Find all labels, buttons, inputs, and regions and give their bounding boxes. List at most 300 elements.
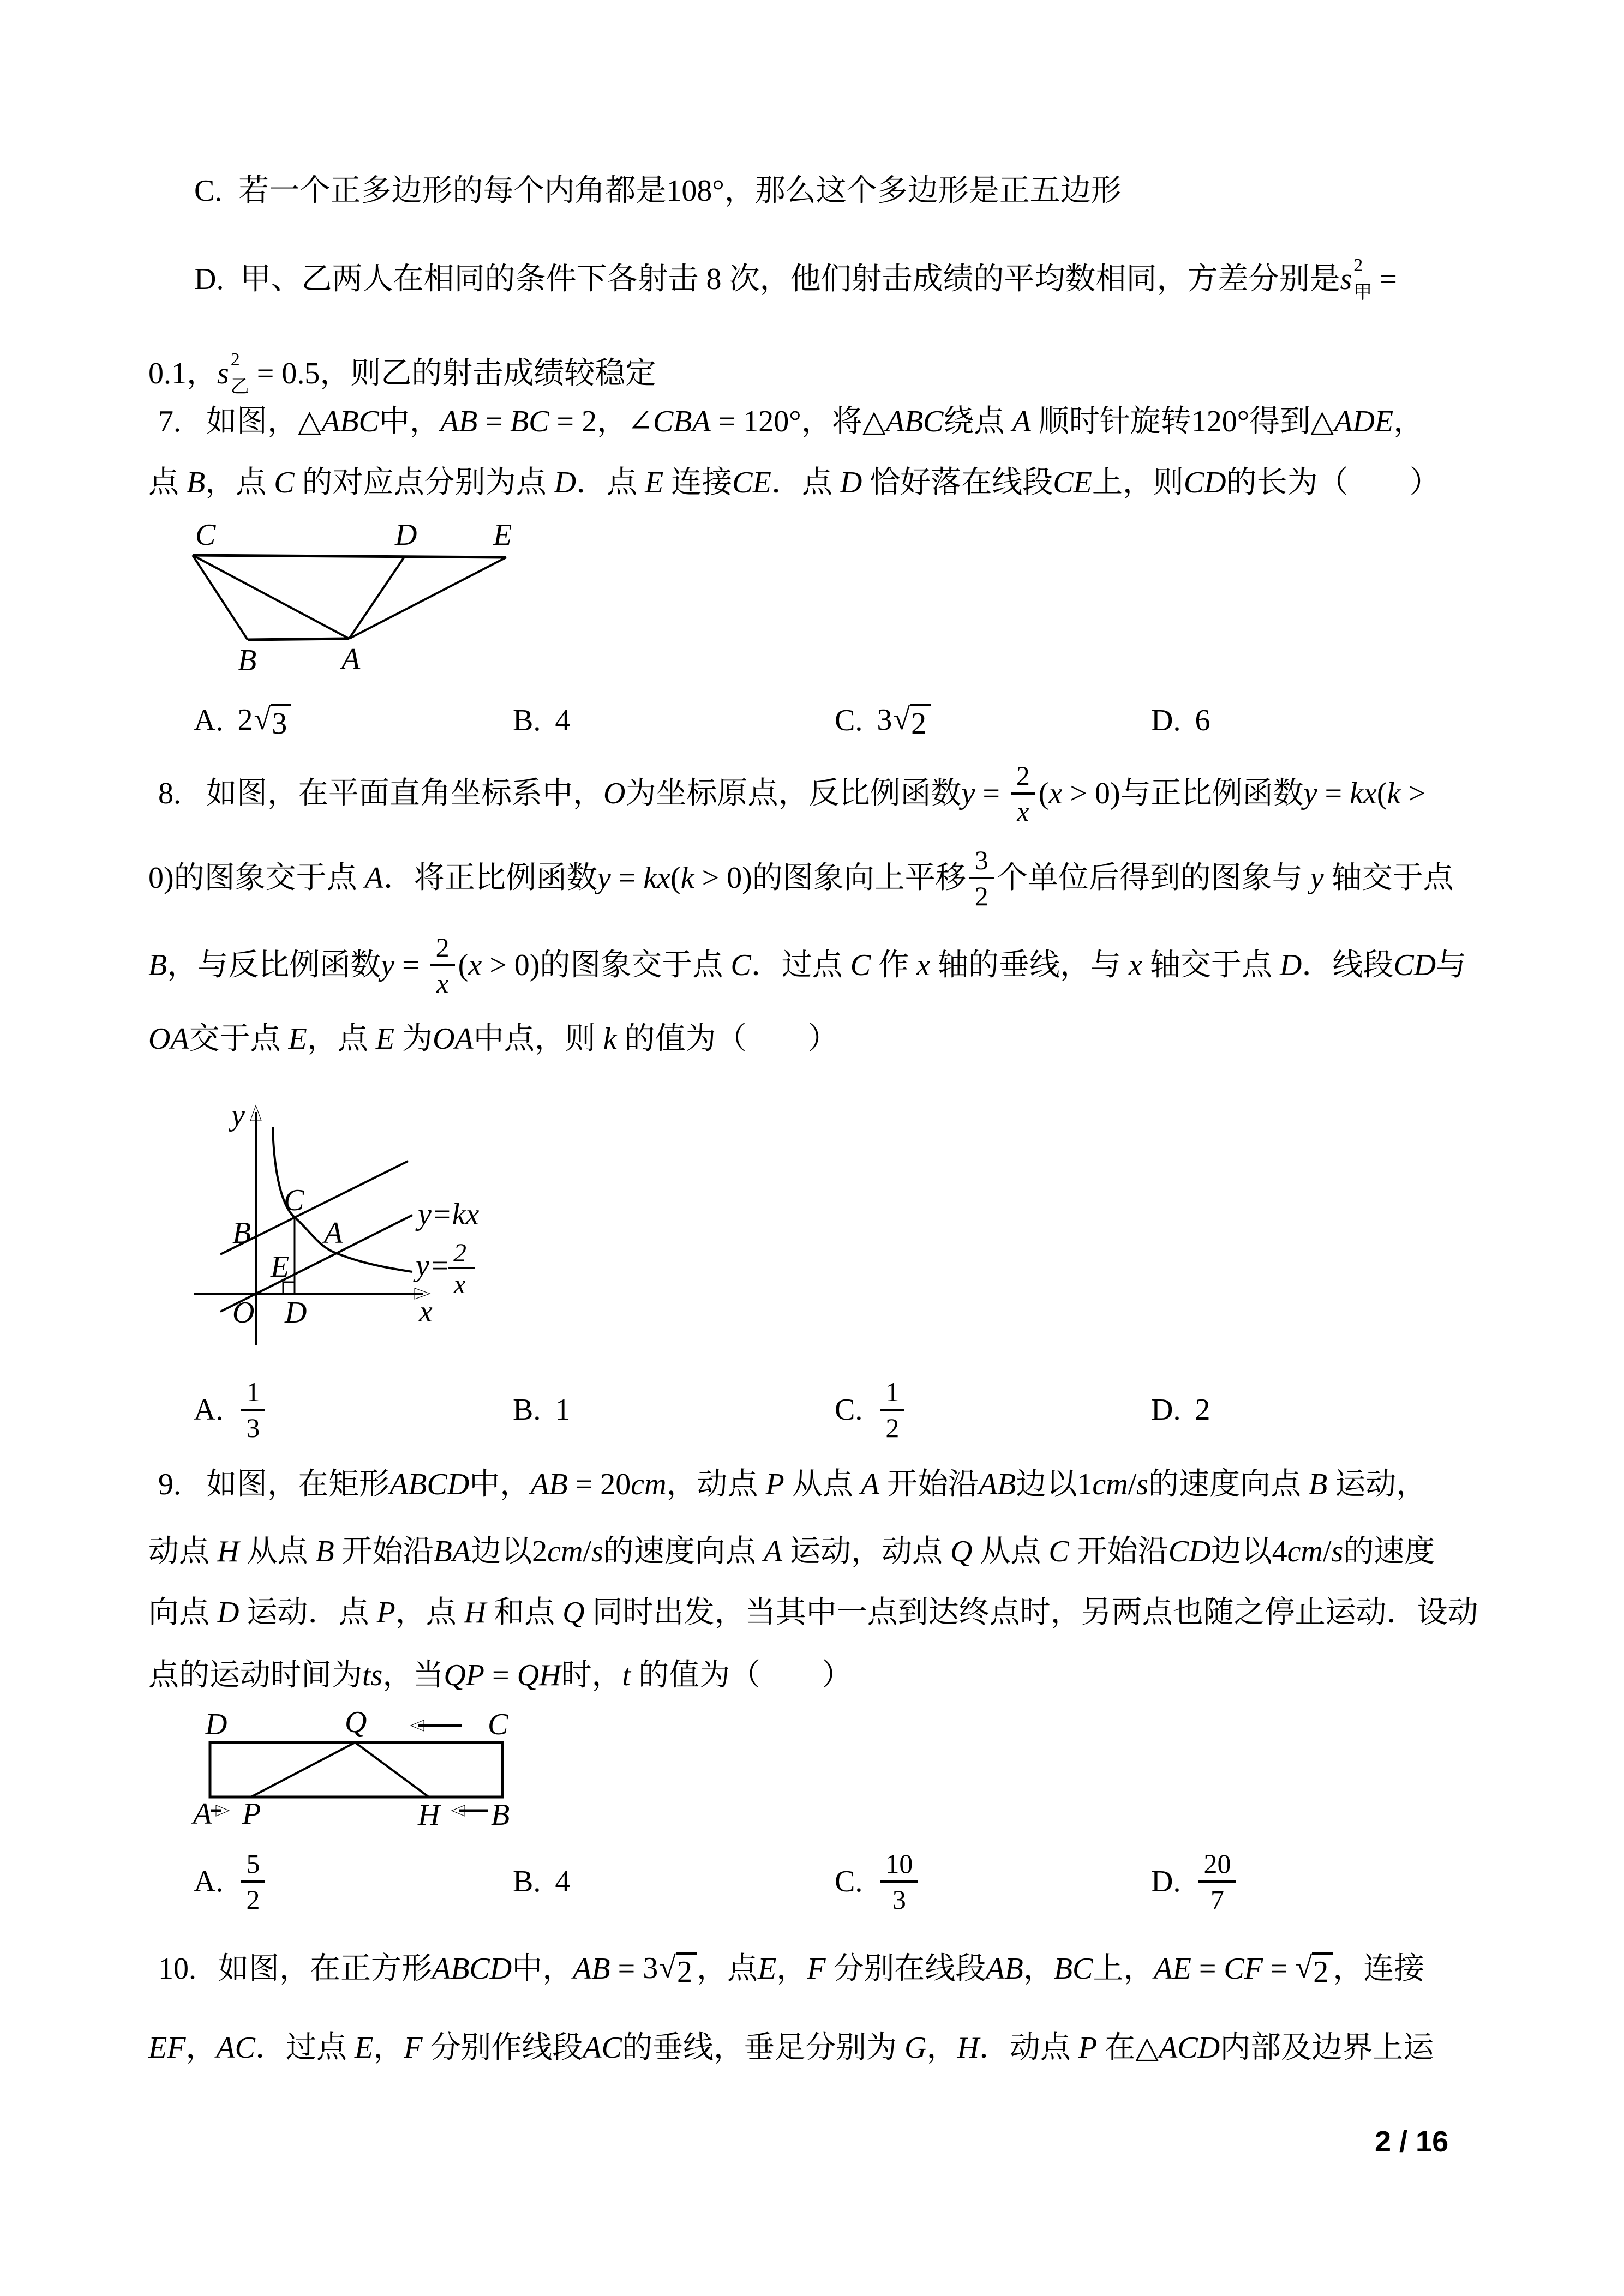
text-run: 2 [974, 881, 988, 911]
text-run: 0.1 [148, 356, 187, 390]
text-run: B [187, 465, 206, 500]
text-run: 开始沿 [879, 1467, 979, 1501]
text-run: 4 [1272, 1534, 1287, 1568]
option-c-line [194, 173, 1122, 208]
text-run: B. [513, 1864, 541, 1898]
q9-text-line-4 [148, 1657, 852, 1693]
text-run: D. [1151, 703, 1181, 737]
text-run: CF [1224, 1951, 1263, 1986]
option-d-continuation-line [148, 338, 656, 409]
text-run: 甲、乙两人在相同的条件下各射击 [240, 262, 706, 296]
text-run: 的速度 [1343, 1534, 1435, 1568]
text-run: y [381, 948, 395, 982]
text-run: Q [950, 1534, 973, 1568]
text-run: y [1310, 861, 1324, 895]
text-run: ，点 [205, 465, 274, 500]
text-run: 2 [1312, 1952, 1333, 1988]
q7-option-c [835, 702, 931, 741]
q8-text-line-3 [148, 930, 1466, 1001]
text-run: F [807, 1951, 826, 1986]
fraction [430, 932, 455, 999]
text-run: 2 [246, 1884, 260, 1915]
text-run: P [376, 1595, 395, 1630]
text-run: C. [835, 703, 863, 737]
q9-option-c [835, 1846, 921, 1917]
text-run: G [904, 2030, 927, 2065]
text-run: D. [1151, 1864, 1181, 1898]
text-run: 9. [158, 1467, 181, 1501]
q9-rectangle-figure [191, 1700, 518, 1829]
text-run: 的速度向点 [1148, 1467, 1309, 1501]
text-run: 7. [158, 404, 181, 438]
text-run: AB [440, 404, 478, 438]
text-run: A [763, 1534, 782, 1568]
text-run: = [394, 948, 427, 982]
text-run: cm [1092, 1467, 1128, 1501]
text-run: k [1387, 776, 1401, 810]
text-run: 的图象交于点 [173, 861, 365, 895]
text-run: 恰好落在线段 [862, 465, 1053, 500]
text-run: ，点 [395, 1595, 464, 1630]
text-run: = [975, 776, 1008, 810]
text-run: D. [194, 262, 224, 296]
q8-label-y-axis: y [231, 1104, 245, 1132]
text-run: ，点 [696, 1951, 758, 1986]
text-run: ADE [1334, 404, 1394, 438]
q7-text-line-1 [158, 404, 1424, 440]
text-run: x [468, 948, 482, 982]
text-run: = [1191, 1951, 1224, 1986]
text-run: QH [517, 1658, 561, 1692]
text-run: ( [458, 948, 469, 982]
text-run: 1 [1077, 1467, 1093, 1501]
text-run: D [1279, 948, 1302, 982]
text-run: OA [148, 1021, 189, 1056]
text-run: s [1136, 1467, 1149, 1501]
text-run: √ [254, 702, 271, 737]
text-run: 轴交于点 [1142, 948, 1280, 982]
text-run: P [765, 1467, 784, 1501]
text-run: ( [1038, 776, 1049, 810]
q9-label-p: P [242, 1797, 261, 1829]
text-run: cm [547, 1534, 583, 1568]
text-run: C [730, 948, 751, 982]
text-run: ( [670, 861, 681, 895]
text-run: B [1309, 1467, 1328, 1501]
text-run: 10 [880, 1848, 918, 1883]
text-run: 如图，△ [206, 404, 322, 438]
text-run: D [840, 465, 862, 500]
text-run: 同时出发，当其中一点到达终点时，另两点也随之停止运动．设动 [584, 1595, 1478, 1630]
text-run: BA [433, 1534, 471, 1568]
text-run: x [1129, 948, 1142, 982]
text-run: 时， [561, 1658, 622, 1692]
text-run: > 0) [1062, 776, 1120, 810]
text-run: 的速度向点 [603, 1534, 764, 1568]
text-run: ts [362, 1658, 383, 1692]
text-run: 2 [532, 1534, 548, 1568]
text-run: 开始沿 [1069, 1534, 1168, 1568]
text-run: ， [776, 1951, 807, 1986]
text-run: A. [194, 703, 224, 737]
text-run: 和点 [486, 1595, 563, 1630]
text-run: 0) [148, 861, 174, 895]
fraction [241, 1848, 265, 1915]
q8-label-e: E [271, 1250, 290, 1284]
text-run: CD [1168, 1534, 1211, 1568]
text-run: 如图，在平面直角坐标系中， [206, 776, 603, 810]
text-run: D. [1151, 1392, 1181, 1427]
text-run: 5 [241, 1848, 265, 1883]
text-run: > 0) [694, 861, 752, 895]
text-run: A [860, 1467, 879, 1501]
text-run: y [1303, 776, 1317, 810]
text-run: BC [1053, 1951, 1093, 1986]
text-run: 与正比例函数 [1120, 776, 1304, 810]
text-run: 轴的垂线，与 [930, 948, 1129, 982]
text-run: 向点 [148, 1595, 217, 1630]
text-run: 如图，在正方形 [218, 1951, 432, 1986]
text-run: > [1400, 776, 1425, 810]
q9-label-a: A [193, 1797, 212, 1829]
text-run: 为 [394, 1021, 433, 1056]
text-run: ．过点 [255, 2030, 355, 2065]
text-run: A. [194, 1392, 224, 1427]
text-run: 上，则 [1092, 465, 1184, 500]
text-run: A. [194, 1864, 224, 1898]
text-run: = [610, 861, 644, 895]
text-run: x [1048, 776, 1063, 810]
text-run: 2 [237, 703, 253, 737]
text-run: C [1048, 1534, 1069, 1568]
text-run: / [583, 1534, 591, 1568]
text-run: 中， [512, 1951, 573, 1986]
option-d-line [194, 252, 1397, 306]
q9-label-d: D [205, 1708, 227, 1741]
q8-label-c: C [284, 1183, 304, 1217]
text-run: 3 [892, 1884, 906, 1915]
text-run: 的对应点分别为点 [294, 465, 554, 500]
q8-option-d [1151, 1374, 1210, 1445]
q7-label-b: B [238, 644, 257, 677]
text-run: 3 [271, 704, 291, 740]
text-run: 作 [871, 948, 917, 982]
text-run: s [591, 1534, 603, 1568]
text-run: ， [373, 2030, 404, 2065]
text-run: C. [835, 1392, 863, 1427]
fraction [1011, 760, 1035, 827]
text-run: s [1340, 262, 1352, 296]
text-run: ，那么这个多边形是正五边形 [724, 173, 1122, 208]
q8-label-line-kx: y=kx [418, 1198, 480, 1231]
text-run [231, 351, 249, 396]
text-run: CD [1183, 465, 1226, 500]
text-run [224, 279, 240, 280]
text-run: 中， [469, 1467, 531, 1501]
text-run: C. [194, 173, 223, 208]
text-run: B. [513, 1392, 541, 1427]
text-run: = 20 [567, 1467, 631, 1501]
q8-label-hyperbola-prefix: y= [416, 1249, 450, 1283]
text-run: 从点 [784, 1467, 861, 1501]
text-run: 边以 [471, 1534, 532, 1568]
text-run: 上， [1093, 1951, 1154, 1986]
text-run: 7 [1210, 1884, 1224, 1915]
text-run: ．点 [771, 465, 840, 500]
text-run: ．线段 [1302, 948, 1394, 982]
text-run: QP [444, 1658, 485, 1692]
fraction [1198, 1848, 1236, 1915]
q9-label-c: C [488, 1708, 508, 1741]
text-run: 3 [643, 1951, 658, 1986]
text-run [181, 1484, 206, 1485]
text-run: AB [530, 1467, 568, 1501]
text-run: 边以 [1210, 1534, 1272, 1568]
text-run: ．动点 [979, 2030, 1078, 2065]
text-run: ， [926, 2030, 957, 2065]
text-run: BC [510, 404, 549, 438]
text-run: 分别在线段 [825, 1951, 986, 1986]
text-run: 1 [555, 1392, 571, 1427]
text-run: / [1322, 1534, 1332, 1568]
text-run: 2 [676, 1952, 697, 1988]
text-run [223, 720, 237, 721]
q8-option-a [194, 1374, 268, 1445]
text-run: = [1372, 262, 1397, 296]
text-run: s [217, 356, 229, 390]
text-run: 108° [666, 173, 724, 208]
fraction [880, 1377, 904, 1443]
text-run: B [148, 948, 167, 982]
text-run: ， [1023, 1951, 1054, 1986]
text-run: 动点 [148, 1534, 217, 1568]
text-run: = [477, 404, 510, 438]
q8-label-o: O [232, 1296, 255, 1330]
text-run: EF [148, 2030, 186, 2065]
text-run: = [610, 1951, 643, 1986]
q8-text-line-4 [148, 1021, 838, 1057]
text-run: ，点 [307, 1021, 376, 1056]
text-run: cm [1287, 1534, 1323, 1568]
text-run: Q [562, 1595, 585, 1630]
text-run: C [274, 465, 295, 500]
text-run: x [436, 968, 449, 999]
text-run: H [957, 2030, 979, 2065]
text-run: ( [1376, 776, 1387, 810]
q8-text-line-2 [148, 843, 1454, 913]
text-run: 甲 [1353, 283, 1373, 303]
text-run: E [645, 465, 664, 500]
q7-figure-edges [193, 555, 506, 640]
text-run: 中， [379, 404, 440, 438]
text-run: 乙 [230, 377, 249, 397]
q9-option-d [1151, 1846, 1239, 1917]
q8-label-x-axis: x [419, 1295, 433, 1329]
text-run: ABC [885, 404, 944, 438]
text-run: kx [643, 861, 671, 895]
q8-label-hyperbola-denominator: x [454, 1270, 466, 1299]
text-run: 从点 [972, 1534, 1049, 1568]
text-run: D [554, 465, 577, 500]
q7-option-b [513, 702, 570, 738]
q7-text-line-2 [148, 465, 1440, 501]
q8-label-hyperbola-numerator: 2 [453, 1239, 466, 1267]
text-run: 2 [885, 1413, 900, 1443]
fraction [969, 845, 994, 911]
text-run: 的长为（ ） [1226, 465, 1440, 500]
text-run: 的值为（ ） [616, 1021, 838, 1056]
text-run: 20 [1198, 1848, 1236, 1883]
text-run: ABC [321, 404, 379, 438]
text-run: 8. [158, 776, 181, 810]
text-run: = 0.5 [249, 356, 320, 390]
q8-axes [194, 1105, 430, 1345]
text-run: cm [631, 1467, 667, 1501]
text-run: y [961, 776, 975, 810]
q7-label-c: C [195, 521, 216, 552]
text-run: 1 [880, 1377, 904, 1411]
text-run: ，与反比例函数 [167, 948, 381, 982]
text-run: 轴交于点 [1323, 861, 1454, 895]
text-run: 个单位后得到的图象与 [997, 861, 1310, 895]
text-run: ，则乙的射击成绩较稳定 [320, 356, 656, 390]
text-run [862, 720, 877, 721]
square-root [1295, 1951, 1333, 1990]
text-run: CE [732, 465, 771, 500]
q9-label-q: Q [345, 1705, 367, 1739]
q9-text-line-1 [158, 1466, 1427, 1502]
text-run: AE [1154, 1951, 1191, 1986]
text-run: ，将△ [801, 404, 886, 438]
text-run: H [464, 1595, 487, 1630]
text-run: 得到△ [1249, 404, 1334, 438]
text-run: 4 [555, 1864, 571, 1898]
q8-text-line-1 [158, 758, 1425, 829]
text-run: 分别作线段 [422, 2030, 583, 2065]
text-run: 中点，则 [473, 1021, 603, 1056]
text-run: 与 [1436, 948, 1467, 982]
text-run: 次，他们射击成绩的平均数相同，方差分别是 [721, 262, 1340, 296]
text-run: 的垂线，垂足分别为 [621, 2030, 904, 2065]
text-run: 连接 [663, 465, 733, 500]
text-run: B. [513, 703, 541, 737]
text-run: ABCD [389, 1467, 470, 1501]
q8-label-b: B [232, 1216, 251, 1250]
text-run: x [1017, 796, 1029, 827]
text-run [541, 720, 555, 721]
text-run: CBA [652, 404, 711, 438]
text-run: 的图象向上平移 [752, 861, 966, 895]
text-run: ．点 [576, 465, 645, 500]
text-run: AB [978, 1467, 1016, 1501]
text-run: ， [1393, 404, 1424, 438]
text-run: 内部及边界上运 [1220, 2030, 1434, 2065]
text-run: 如图，在矩形 [206, 1467, 389, 1501]
text-run: 为坐标原点，反比例函数 [625, 776, 962, 810]
q10-text-line-2 [148, 2030, 1434, 2066]
text-run: ．将正比例函数 [383, 861, 597, 895]
q9-text-line-2 [148, 1534, 1435, 1570]
text-run: E [375, 1021, 395, 1056]
text-run [1353, 256, 1372, 302]
text-run: 120° [1191, 404, 1250, 438]
text-run: 开始沿 [334, 1534, 434, 1568]
text-run: = 120° [710, 404, 801, 438]
text-run: P [1078, 2030, 1098, 2065]
text-run: 运动．点 [239, 1595, 377, 1630]
text-run: 的图象交于点 [540, 948, 731, 982]
text-run: ，连接 [1333, 1951, 1425, 1986]
text-run: x [916, 948, 930, 982]
q7-label-a: A [341, 642, 361, 676]
q8-label-d: D [285, 1296, 307, 1330]
text-run: t [622, 1658, 631, 1692]
fraction [241, 1377, 265, 1443]
q9-label-b: B [491, 1798, 510, 1829]
q7-label-e: E [493, 521, 512, 552]
text-run: 若一个正多边形的每个内角都是 [238, 173, 667, 208]
text-run: 点的运动时间为 [148, 1658, 362, 1692]
text-run: = 2 [549, 404, 597, 438]
text-run: CE [1053, 465, 1092, 500]
text-run: 1 [241, 1377, 265, 1411]
text-run: ，动点 [666, 1467, 766, 1501]
text-run: E [288, 1021, 307, 1056]
text-run: 3 [877, 703, 892, 737]
text-run: 6 [1195, 703, 1210, 737]
text-run: 绕点 [943, 404, 1012, 438]
q8-option-c [835, 1374, 908, 1445]
text-run: 2 [230, 350, 240, 370]
q8-option-b [513, 1374, 570, 1445]
text-run: ，∠ [597, 404, 653, 438]
q8-label-a: A [324, 1216, 343, 1250]
text-run: 2 [1353, 255, 1363, 275]
square-root [643, 1951, 697, 1990]
text-run: D [217, 1595, 239, 1630]
text-run: O [603, 776, 626, 810]
text-run: s [1331, 1534, 1344, 1568]
q8-graph-figure [180, 1104, 491, 1355]
text-run: 运动，动点 [782, 1534, 950, 1568]
text-run: H [217, 1534, 239, 1568]
text-run: C. [835, 1864, 863, 1898]
text-run: 8 [706, 262, 722, 296]
text-run: > 0) [482, 948, 540, 982]
text-run: ．过点 [751, 948, 850, 982]
q9-option-a [194, 1846, 268, 1917]
text-run: F [404, 2030, 423, 2065]
text-run: 在△ [1097, 2030, 1159, 2065]
text-run: AB [986, 1951, 1023, 1986]
text-run: 4 [555, 703, 571, 737]
q8-label-hyperbola [413, 1239, 475, 1299]
text-run: A [364, 861, 383, 895]
text-run: ABCD [432, 1951, 512, 1986]
q7-triangle-figure [180, 521, 529, 679]
text-run: = [1262, 1951, 1296, 1986]
text-run: 交于点 [189, 1021, 289, 1056]
text-run: B [315, 1534, 334, 1568]
text-run: √ [893, 702, 910, 737]
text-run: OA [433, 1021, 474, 1056]
q9-option-b [513, 1846, 570, 1917]
text-run: ACD [1159, 2030, 1220, 2065]
text-run: √ [1295, 1951, 1313, 1985]
text-run: 顺时针旋转 [1030, 404, 1191, 438]
text-run: 运动， [1327, 1467, 1427, 1501]
text-run: 从点 [239, 1534, 316, 1568]
